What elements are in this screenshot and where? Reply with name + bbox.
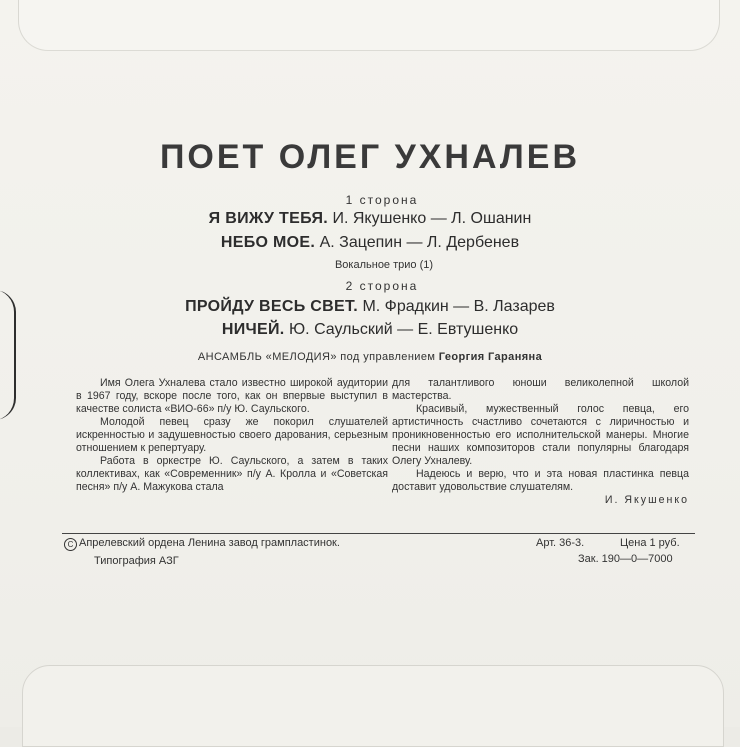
track-2-authors: А. Зацепин — Л. Дербенев <box>319 234 520 251</box>
track-1-title: Я ВИЖУ ТЕБЯ. <box>208 210 329 227</box>
liner-paragraph: Работа в оркестре Ю. Саульского, а затем в таких коллективах, как «Современник» п/у А. Кролла и «Советская песня» п/у А. Мажукова стала <box>76 455 388 493</box>
side-2-label: 2 сторона <box>345 279 419 293</box>
side-1-label: 1 сторона <box>345 193 419 207</box>
sleeve-top-flap <box>18 0 720 51</box>
track-1-authors: И. Якушенко — Л. Ошанин <box>332 210 532 227</box>
printing-house: Типография АЗГ <box>94 555 179 567</box>
track-4-title: НИЧЕЙ. <box>221 321 285 338</box>
liner-paragraph: Имя Олега Ухналева стало известно широкой аудитории в 1967 году, вскоре после того, как он впервые выступил в качестве солиста «ВИО-66» п/у Ю. Саульского. <box>76 377 388 415</box>
track-4 <box>0 321 740 339</box>
copyright-icon: C <box>64 538 77 551</box>
order-number: Зак. 190—0—7000 <box>578 553 673 565</box>
manufacturer-line <box>64 537 340 551</box>
track-1 <box>0 210 740 228</box>
signature: И. Якушенко <box>604 494 689 506</box>
liner-paragraph: Молодой певец сразу же покорил слушателей искренностью и задушевностью своего дарования, серьезным отношением к репертуару. <box>76 416 388 454</box>
liner-paragraph: для талантливого юноши великолепной школой мастерства. <box>392 377 689 402</box>
price: Цена 1 руб. <box>620 537 680 549</box>
liner-paragraph: Надеюсь и верю, что и эта новая пластинка певца доставит удовольствие слушателям. <box>392 468 689 493</box>
liner-notes-right <box>392 377 689 507</box>
sleeve-bottom-flap <box>22 665 724 747</box>
liner-paragraph: Красивый, мужественный голос певца, его артистичность счастливо сочетаются с лиричностью и проникновенностью его исполнительской манеры. Многие песни наших композиторов стали популярны благодаря Олегу Ухналеву. <box>392 403 689 467</box>
track-3-title: ПРОЙДУ ВЕСЬ СВЕТ. <box>185 298 358 315</box>
track-3 <box>0 298 740 316</box>
side-1-note: Вокальное трио (1) <box>334 259 434 271</box>
conductor-name: Георгия Гараняна <box>438 351 543 363</box>
album-title: ПОЕТ ОЛЕГ УХНАЛЕВ <box>159 138 581 176</box>
ensemble-credit <box>0 351 740 363</box>
catalog-art: Арт. 36-3. <box>536 537 585 549</box>
ensemble-prefix: АНСАМБЛЬ «МЕЛОДИЯ» под управлением <box>197 351 436 363</box>
track-2-title: НЕБО МОЕ. <box>220 234 316 251</box>
track-2 <box>0 234 740 252</box>
track-3-authors: М. Фрадкин — В. Лазарев <box>362 298 555 315</box>
footer-divider <box>62 533 695 534</box>
track-4-authors: Ю. Саульский — Е. Евтушенко <box>289 321 519 338</box>
manufacturer: Апрелевский ордена Ленина завод грампластинок. <box>79 537 340 549</box>
liner-notes-left <box>76 377 388 494</box>
